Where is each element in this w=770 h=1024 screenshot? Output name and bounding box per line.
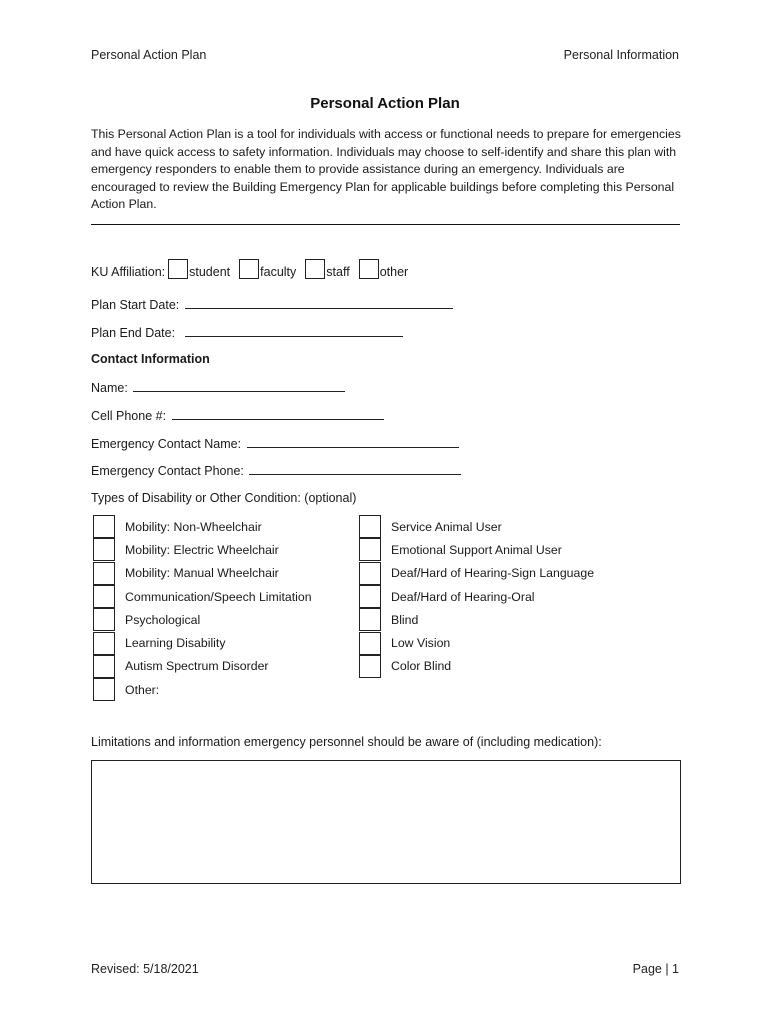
affiliation-option-label: student [189,265,231,279]
disability-item [359,562,594,585]
disability-label: Blind [391,612,419,627]
disability-checkbox[interactable] [93,632,115,655]
plan-start-field[interactable] [185,297,453,309]
disability-checkbox[interactable] [359,538,381,561]
cell-row [91,408,384,423]
disability-item [93,515,312,538]
affiliation-option-label: staff [326,265,350,279]
disability-item [93,655,312,678]
header-left: Personal Action Plan [91,48,207,62]
page-title: Personal Action Plan [310,95,460,112]
disability-item [93,538,312,561]
affiliation-staff-checkbox[interactable] [305,259,325,279]
disability-checkbox[interactable] [359,562,381,585]
disability-label: Psychological [125,612,201,627]
disability-label: Autism Spectrum Disorder [125,659,269,674]
disability-other-checkbox[interactable] [93,678,115,701]
emergency-phone-field[interactable] [249,463,461,475]
plan-end-field[interactable] [185,325,403,337]
disability-list-left [93,515,312,701]
disability-label: Emotional Support Animal User [391,542,562,557]
disability-item [359,631,594,654]
disability-item [93,562,312,585]
emergency-name-row [91,436,459,451]
plan-end-label: Plan End Date: [91,326,176,340]
disability-item [359,655,594,678]
disability-heading: Types of Disability or Other Condition: (optional) [91,491,357,505]
affiliation-label: KU Affiliation: [91,265,166,279]
disability-item [359,538,594,561]
disability-label: Mobility: Manual Wheelchair [125,566,279,581]
cell-label: Cell Phone #: [91,409,167,423]
plan-end-row [91,325,403,340]
disability-checkbox[interactable] [93,515,115,538]
disability-item [359,608,594,631]
affiliation-student-checkbox[interactable] [168,259,188,279]
affiliation-other-checkbox[interactable] [359,259,379,279]
header-right: Personal Information [563,48,679,62]
disability-label: Mobility: Non-Wheelchair [125,519,262,534]
disability-label: Learning Disability [125,636,226,651]
disability-checkbox[interactable] [359,655,381,678]
disability-label: Other: [125,682,160,697]
emergency-phone-row [91,463,461,478]
disability-checkbox[interactable] [93,585,115,608]
disability-label: Mobility: Electric Wheelchair [125,542,279,557]
emergency-phone-label: Emergency Contact Phone: [91,464,244,478]
limitations-textarea[interactable] [91,760,681,884]
disability-checkbox[interactable] [93,655,115,678]
emergency-name-label: Emergency Contact Name: [91,437,242,451]
affiliation-option-label: faculty [260,265,297,279]
disability-label: Service Animal User [391,519,502,534]
disability-item [93,631,312,654]
plan-start-row [91,297,453,312]
revised-date: Revised: 5/18/2021 [91,962,199,976]
disability-item [359,585,594,608]
divider [91,224,680,225]
disability-list-right [359,515,594,678]
affiliation-option-label: other [379,265,409,279]
disability-item [93,608,312,631]
name-label: Name: [91,381,128,395]
disability-item [93,678,312,701]
limitations-label: Limitations and information emergency personnel should be aware of (including medication): [91,735,602,749]
name-field[interactable] [133,380,345,392]
disability-label: Deaf/Hard of Hearing-Oral [391,589,535,604]
affiliation-row [91,262,414,282]
disability-label: Color Blind [391,659,452,674]
emergency-name-field[interactable] [247,436,459,448]
name-row [91,380,345,395]
plan-start-label: Plan Start Date: [91,298,180,312]
disability-item [93,585,312,608]
affiliation-faculty-checkbox[interactable] [239,259,259,279]
disability-checkbox[interactable] [359,585,381,608]
disability-checkbox[interactable] [359,632,381,655]
disability-label: Deaf/Hard of Hearing-Sign Language [391,566,595,581]
page-number: Page | 1 [632,962,679,976]
disability-checkbox[interactable] [93,608,115,631]
disability-checkbox[interactable] [93,538,115,561]
intro-paragraph: This Personal Action Plan is a tool for individuals with access or functional needs to prepare for emergencies and have quick access to safety information. Individuals may choose to self-identify and share this plan with emergency responders to enable them to provide assistance during an emergency. Individuals are encouraged to review the Building Emergency Plan for applicable buildings before completing this Personal Action Plan. [91,127,681,212]
contact-heading: Contact Information [91,352,210,366]
disability-checkbox[interactable] [93,562,115,585]
cell-field[interactable] [172,408,384,420]
disability-checkbox[interactable] [359,515,381,538]
disability-label: Low Vision [391,636,451,651]
disability-label: Communication/Speech Limitation [125,589,312,604]
disability-item [359,515,594,538]
disability-checkbox[interactable] [359,608,381,631]
